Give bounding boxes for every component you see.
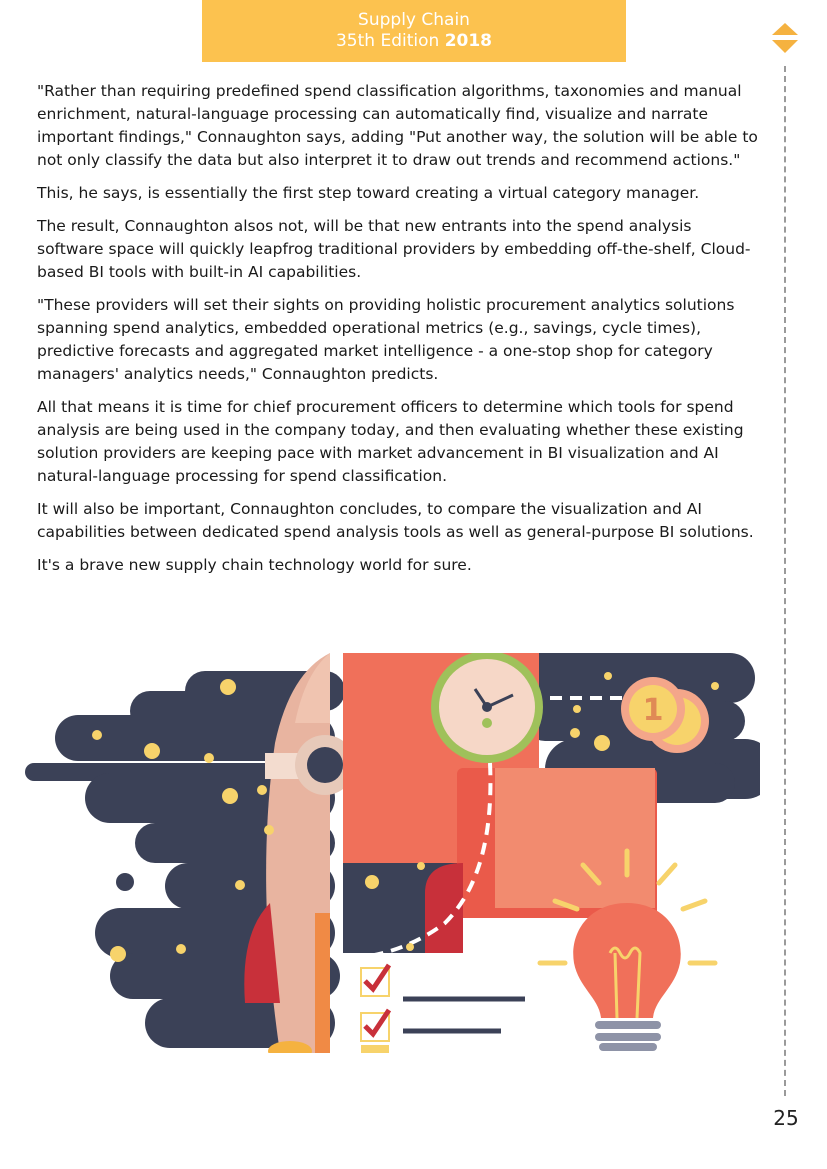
page-number: 25 [773,1106,799,1130]
header-band [202,0,626,62]
page-navigation [771,22,799,54]
triangle-down-icon[interactable] [772,40,798,53]
paragraph: It will also be important, Connaughton concludes, to compare the visualization and AI capabilities between dedicated spend analysis tools as well as general-purpose BI solutions. [37,500,754,541]
edition-label: 35th Edition [335,31,440,51]
header-title: Supply Chain [358,10,470,30]
clock-icon [431,653,543,763]
article-body [37,80,762,587]
paragraph: All that means it is time for chief procurement officers to determine which tools for spend analysis are being used in the company today, and then evaluating whether these existing solution providers are keeping pace with market advancement in BI visualization and AI natural-language processing for spend classification. [37,398,744,485]
header-edition [202,30,626,52]
edition-year: 2018 [444,31,493,51]
margin-dashed-line [784,66,786,1096]
paragraph: It's a brave new supply chain technology world for sure. [37,556,472,574]
paragraph: "Rather than requiring predefined spend classification algorithms, taxonomies and manual enrichment, natural-language processing can automatically find, visualize and narrate important findings," Connaughton says, adding "Put another way, the solution will be able to not only classify the data but also interpret it to draw out trends and recommend actions." [37,82,758,169]
technology-illustration [25,653,760,1053]
checklist-icon [361,965,525,1053]
coin-label: 1 [642,693,664,728]
triangle-up-icon[interactable] [772,23,798,35]
paragraph: The result, Connaughton alsos not, will be that new entrants into the spend analysis software space will quickly leapfrog traditional providers by embedding off-the-shelf, Cloud-based BI tools with built-in AI capabilities. [37,217,751,281]
paragraph: "These providers will set their sights on providing holistic procurement analytics solutions spanning spend analytics, embedded operational metrics (e.g., savings, cycle times), predictive forecasts and aggregated market intelligence - a one-stop shop for category managers' analytics needs," Connaughton predicts. [37,296,735,383]
paragraph: This, he says, is essentially the first step toward creating a virtual category manager. [37,184,700,202]
